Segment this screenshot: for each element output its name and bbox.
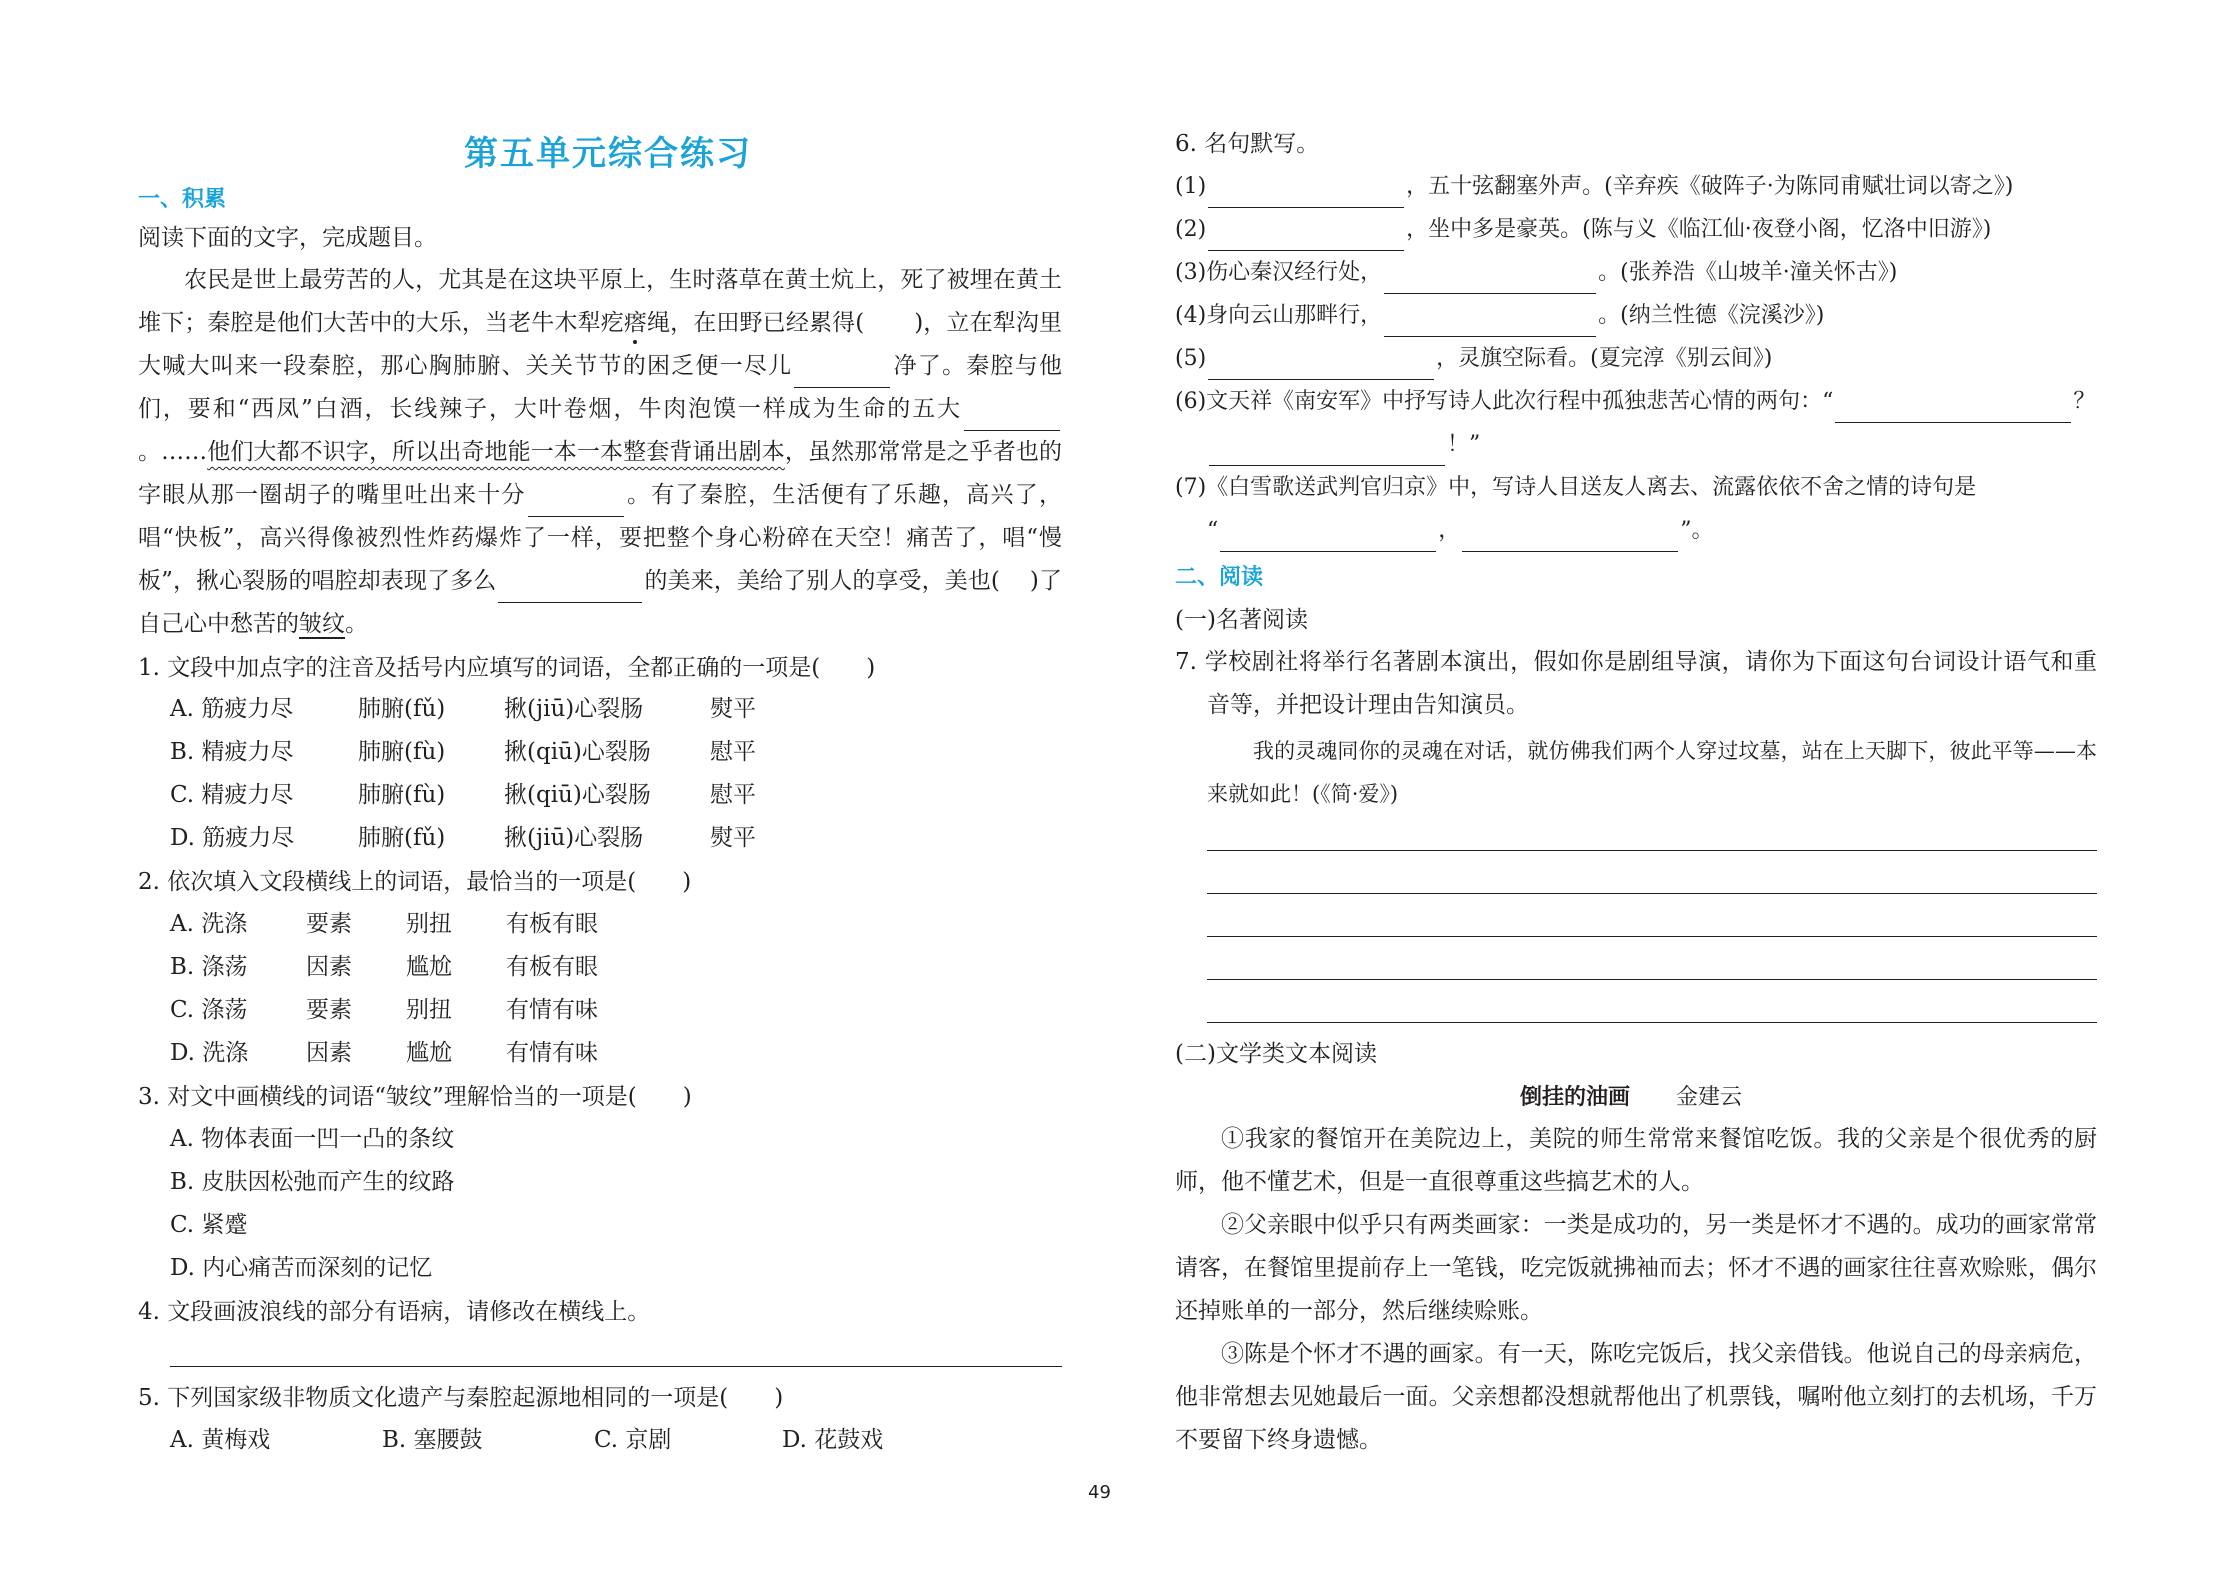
option-text: 尴尬 <box>406 1040 452 1066</box>
option-text: 肺腑(fǔ) <box>358 696 446 722</box>
question-2-option[interactable] <box>170 989 598 1032</box>
option-text: 肺腑(fù) <box>358 739 446 765</box>
question-7-stem: 7. 学校剧社将举行名著剧本演出，假如你是剧组导演，请你为下面这句台词设计语气和重音等，并把设计理由告知演员。 <box>1175 649 2097 718</box>
story-author: 金建云 <box>1676 1085 1743 1110</box>
option-text: 要素 <box>306 997 352 1023</box>
question-5-option[interactable]: A. 黄梅戏 <box>170 1427 271 1453</box>
option-text: 肺腑(fù) <box>358 782 446 808</box>
passage-text: 的美来，美给了别人的享受，美也( <box>644 568 1000 594</box>
story-paragraph: ②父亲眼中似乎只有两类画家：一类是成功的，另一类是怀才不遇的。成功的画家常常请客，在餐馆里提前存上一笔钱，吃完饭就拂袖而去；怀才不遇的画家往往喜欢赊账，偶尔还掉账单的一部分，然后继续赊账。 <box>1175 1212 2097 1324</box>
item-text: ，坐中多是豪英。(陈与义《临江仙·夜登小阁，忆洛中旧游》) <box>1406 217 1992 242</box>
option-text: D. 洗涤 <box>170 1040 249 1066</box>
item-number: (2) <box>1175 217 1207 242</box>
section-heading-reading: 二、阅读 <box>1175 565 1264 590</box>
question-3-option[interactable]: D. 内心痛苦而深刻的记忆 <box>170 1255 433 1281</box>
page-number: 49 <box>1088 1482 1111 1503</box>
question-5-option[interactable]: D. 花鼓戏 <box>782 1427 884 1453</box>
quote-block <box>1207 730 2097 816</box>
recitation-item <box>1207 509 1714 552</box>
question-3-option[interactable]: C. 紧蹙 <box>170 1212 248 1238</box>
fill-blank[interactable] <box>528 492 624 517</box>
reading-instruction: 阅读下面的文字，完成题目。 <box>138 225 437 251</box>
question-2-option[interactable] <box>170 1032 598 1075</box>
answer-line[interactable] <box>170 1366 1062 1367</box>
subsection-literary-reading: (二)文学类文本阅读 <box>1175 1041 1377 1067</box>
option-text: 尴尬 <box>406 954 452 980</box>
passage-text: 净了。秦腔与他们，要和“西凤”白酒，长线辣子，大叶卷烟，牛肉泡馍一样成为生命的五大 <box>138 353 1063 422</box>
option-text: 因素 <box>306 1040 352 1066</box>
item-text: “ <box>1207 518 1219 543</box>
item-text: ， <box>1438 518 1461 543</box>
option-text: 因素 <box>306 954 352 980</box>
option-text: 熨平 <box>710 825 756 851</box>
fill-blank[interactable] <box>1209 441 1445 466</box>
fill-blank[interactable] <box>1208 355 1434 380</box>
item-text: (7)《白雪歌送武判官归京》中，写诗人目送友人离去、流露依依不舍之情的诗句是 <box>1175 475 1977 500</box>
question-5-options <box>170 1419 883 1462</box>
option-text: 有板有眼 <box>506 954 598 980</box>
answer-line[interactable] <box>1207 1022 2097 1023</box>
option-text: 别扭 <box>406 997 452 1023</box>
item-text: 。(张养浩《山坡羊·潼关怀古》) <box>1598 260 1898 285</box>
fill-blank[interactable] <box>1208 183 1404 208</box>
question-3-option[interactable]: B. 皮肤因松弛而产生的纹路 <box>170 1169 455 1195</box>
recitation-item <box>1175 466 1976 509</box>
option-text: 慰平 <box>710 739 756 765</box>
quote-text: 我的灵魂同你的灵魂在对话，就仿佛我们两个人穿过坟墓，站在上天脚下，彼此平等——本来就如此！(《简·爱》) <box>1207 739 2097 806</box>
recitation-item <box>1175 251 1897 294</box>
option-text: 揪(jiū)心裂肠 <box>504 696 644 722</box>
story-paragraph: ①我家的餐馆开在美院边上，美院的师生常常来餐馆吃饭。我的父亲是个很优秀的厨师，他不懂艺术，但是一直很尊重这些搞艺术的人。 <box>1175 1126 2097 1195</box>
option-text: 揪(qiū)心裂肠 <box>504 739 651 765</box>
option-text: 揪(qiū)心裂肠 <box>504 782 651 808</box>
option-text: B. 精疲力尽 <box>170 739 294 765</box>
option-text: 熨平 <box>710 696 756 722</box>
dotted-char: 瘩 <box>623 310 647 336</box>
passage-text: 。…… <box>138 439 208 465</box>
recitation-item <box>1175 208 1991 251</box>
question-4-stem: 4. 文段画波浪线的部分有语病，请修改在横线上。 <box>138 1299 651 1325</box>
option-text: D. 筋疲力尽 <box>170 825 295 851</box>
question-2-stem: 2. 依次填入文段横线上的词语，最恰当的一项是( ) <box>138 869 692 895</box>
answer-line[interactable] <box>1207 979 2097 980</box>
option-text: 有板有眼 <box>506 911 598 937</box>
answer-line[interactable] <box>1207 850 2097 851</box>
wavy-underlined-sentence: 他们大都不识字，所以出奇地能一本一本整套背诵出剧本 <box>207 439 785 465</box>
question-1-option[interactable] <box>170 688 756 731</box>
passage-text: )了自己心中愁苦的 <box>138 568 1062 637</box>
option-text: 慰平 <box>710 782 756 808</box>
fill-blank[interactable] <box>1835 398 2071 423</box>
item-text: 。(纳兰性德《浣溪沙》) <box>1598 303 1825 328</box>
fill-blank[interactable] <box>1384 312 1596 337</box>
option-text: 要素 <box>306 911 352 937</box>
question-1-option[interactable] <box>170 817 756 860</box>
fill-blank[interactable] <box>1220 527 1436 552</box>
option-text: 肺腑(fǔ) <box>358 825 446 851</box>
option-text: 有情有味 <box>506 1040 598 1066</box>
recitation-item <box>1175 380 2095 423</box>
passage-text: )，立在犁沟里大喊大叫来一段秦腔，那心胸肺腑、关关节节的困乏便一尽儿 <box>138 310 1062 379</box>
item-text: ，灵旗空际看。(夏完淳《别云间》) <box>1436 346 1773 371</box>
item-text: (6)文天祥《南安军》中抒写诗人此次行程中孤独悲苦心情的两句：“ <box>1175 389 1834 414</box>
question-2-option[interactable] <box>170 903 598 946</box>
passage <box>138 259 1062 646</box>
question-5-option[interactable]: C. 京剧 <box>594 1427 672 1453</box>
fill-blank[interactable] <box>498 578 642 603</box>
option-text: C. 涤荡 <box>170 997 248 1023</box>
question-1-option[interactable] <box>170 731 756 774</box>
passage-text: 绳，在田野已经累得( <box>647 310 865 336</box>
option-text: C. 精疲力尽 <box>170 782 294 808</box>
option-text: B. 涤荡 <box>170 954 248 980</box>
passage-text: 。有了秦腔，生活便有了乐趣，高兴了，唱“快板”，高兴得像被烈性炸药爆炸了一样，要把整个身心粉碎在天空！痛苦了，唱“慢板”，揪心裂肠的唱腔却表现了多么 <box>138 482 1063 594</box>
question-1-option[interactable] <box>170 774 756 817</box>
question-3-stem: 3. 对文中画横线的词语“皱纹”理解恰当的一项是( ) <box>138 1084 692 1110</box>
passage-text: 。 <box>345 611 368 637</box>
item-number: (5) <box>1175 346 1207 371</box>
fill-blank[interactable] <box>794 363 890 388</box>
question-7 <box>1175 641 2097 727</box>
fill-blank[interactable] <box>964 406 1060 431</box>
question-5-stem: 5. 下列国家级非物质文化遗产与秦腔起源地相同的一项是( ) <box>138 1385 784 1411</box>
question-2-option[interactable] <box>170 946 598 989</box>
option-text: A. 洗涤 <box>170 911 248 937</box>
option-text: 别扭 <box>406 911 452 937</box>
item-text: (3)伤心秦汉经行处， <box>1175 260 1383 285</box>
recitation-item <box>1175 165 2013 208</box>
passage-text: 农民是世上最劳苦的人，尤其是在这块平原上，生时落草在黄土炕上，死了被埋在黄土堆下；秦腔是他们大苦中的大乐，当老牛木犁疙 <box>138 267 1062 336</box>
option-text: 有情有味 <box>506 997 598 1023</box>
option-text: A. 筋疲力尽 <box>170 696 294 722</box>
item-text: ！” <box>1447 432 1481 457</box>
item-number: (1) <box>1175 174 1207 199</box>
item-text: ”。 <box>1680 518 1714 543</box>
option-text: 揪(jiū)心裂肠 <box>504 825 644 851</box>
fill-blank[interactable] <box>1462 527 1678 552</box>
question-1-stem: 1. 文段中加点字的注音及括号内应填写的词语，全都正确的一项是( ) <box>138 655 876 681</box>
story-title: 倒挂的油画 <box>1520 1085 1631 1110</box>
story-heading <box>1520 1078 1742 1118</box>
story-body <box>1175 1118 2097 1462</box>
item-text: ？ <box>2073 389 2096 414</box>
fill-blank[interactable] <box>1384 269 1596 294</box>
question-5-option[interactable]: B. 塞腰鼓 <box>382 1427 483 1453</box>
recitation-item <box>1207 423 1480 466</box>
section-heading-accumulation: 一、积累 <box>138 187 227 212</box>
answer-line[interactable] <box>1207 893 2097 894</box>
page-title: 第五单元综合练习 <box>464 134 752 174</box>
answer-line[interactable] <box>1207 936 2097 937</box>
recitation-item <box>1175 337 1772 380</box>
passage-text: ，虽然那常常是之乎者也的字眼从那一圈胡子的嘴里吐出来十分 <box>138 439 1063 508</box>
story-paragraph: ③陈是个怀才不遇的画家。有一天，陈吃完饭后，找父亲借钱。他说自己的母亲病危，他非常想去见她最后一面。父亲想都没想就帮他出了机票钱，嘱咐他立刻打的去机场，千万不要留下终身遗憾。 <box>1175 1341 2097 1453</box>
question-3-option[interactable]: A. 物体表面一凹一凸的条纹 <box>170 1126 455 1152</box>
recitation-item <box>1175 294 1824 337</box>
item-text: ，五十弦翻塞外声。(辛弃疾《破阵子·为陈同甫赋壮词以寄之》) <box>1406 174 2014 199</box>
underlined-word: 皱纹 <box>299 611 345 637</box>
subsection-classics-reading: (一)名著阅读 <box>1175 607 1308 633</box>
item-text: (4)身向云山那畔行， <box>1175 303 1383 328</box>
fill-blank[interactable] <box>1208 226 1404 251</box>
question-6-stem: 6. 名句默写。 <box>1175 131 1320 157</box>
